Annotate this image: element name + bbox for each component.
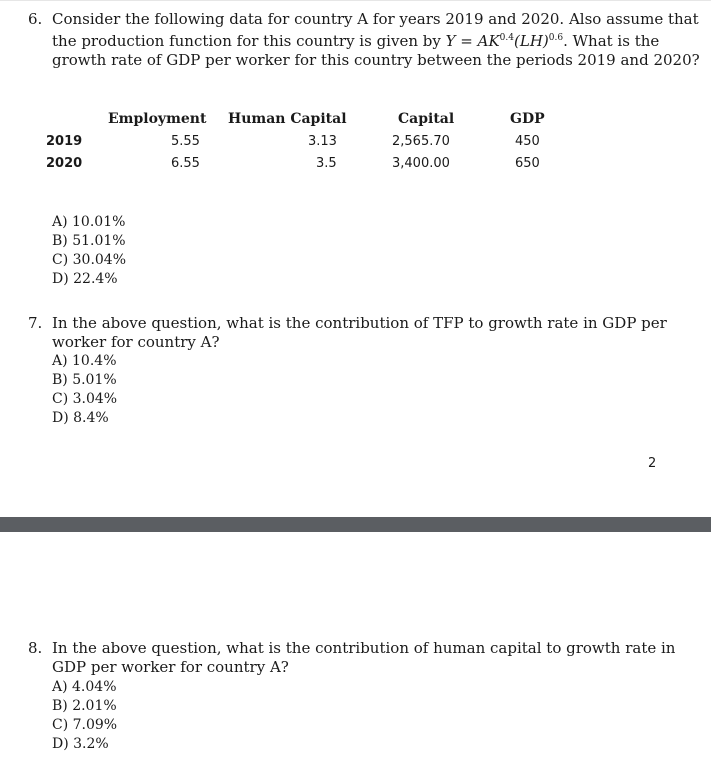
table-cell: 2,565.70 xyxy=(392,134,450,149)
answer-option: A) 10.4% xyxy=(52,353,117,369)
answer-option: D) 8.4% xyxy=(52,410,109,426)
formula-exponent-capital: 0.4 xyxy=(499,33,514,43)
question-8 xyxy=(28,639,688,679)
question-text xyxy=(52,314,667,352)
question-line-text: . What is the xyxy=(563,32,660,50)
answer-options-q8 xyxy=(52,678,117,754)
answer-option: B) 51.01% xyxy=(52,233,126,249)
table-cell: 3,400.00 xyxy=(392,156,450,171)
table-row-year: 2020 xyxy=(46,156,83,171)
table-header-human-capital: Human Capital xyxy=(228,111,347,127)
answer-option: C) 3.04% xyxy=(52,391,118,407)
table-cell: 5.55 xyxy=(171,134,200,149)
table-row-year: 2019 xyxy=(46,134,83,149)
page-separator xyxy=(0,517,711,532)
question-text xyxy=(52,639,675,677)
question-line: In the above question, what is the contribution of human capital to growth rate in xyxy=(52,639,676,657)
formula-equals: = xyxy=(455,32,478,50)
question-line-text: the production function for this country is given by xyxy=(52,32,446,50)
question-number: 7. xyxy=(28,314,43,332)
answer-options-q6 xyxy=(52,213,126,289)
question-line: growth rate of GDP per worker for this country between the periods 2019 and 2020? xyxy=(52,51,700,69)
formula-y: Y xyxy=(445,32,456,50)
page-number: 2 xyxy=(648,456,657,471)
answer-option: B) 5.01% xyxy=(52,372,117,388)
table-header-employment: Employment xyxy=(108,111,207,127)
formula-lh: (LH) xyxy=(514,32,549,50)
question-line: GDP per worker for country A? xyxy=(52,658,289,676)
question-number: 8. xyxy=(28,639,43,657)
answer-option: C) 7.09% xyxy=(52,717,118,733)
page-3 xyxy=(0,532,711,771)
formula-exponent-labor: 0.6 xyxy=(548,33,564,43)
question-line: In the above question, what is the contribution of TFP to growth rate in GDP per xyxy=(52,314,667,332)
question-number: 6. xyxy=(28,10,43,28)
answer-option: D) 3.2% xyxy=(52,736,109,752)
table-header-capital: Capital xyxy=(398,111,455,127)
data-table xyxy=(40,109,560,179)
answer-option: A) 4.04% xyxy=(52,679,117,695)
table-cell: 6.55 xyxy=(171,156,200,171)
table-cell: 3.13 xyxy=(308,134,337,149)
table-header-gdp: GDP xyxy=(510,111,545,127)
question-7 xyxy=(28,314,688,354)
table-cell: 650 xyxy=(515,156,540,171)
answer-options-q7 xyxy=(52,352,117,428)
answer-option: B) 2.01% xyxy=(52,698,117,714)
answer-option: A) 10.01% xyxy=(52,214,126,230)
question-line: Consider the following data for country A for years 2019 and 2020. Also assume that xyxy=(52,10,699,28)
question-6 xyxy=(28,10,700,70)
answer-option: C) 30.04% xyxy=(52,252,127,268)
table-cell: 3.5 xyxy=(316,156,337,171)
question-line: worker for country A? xyxy=(52,333,220,351)
table-cell: 450 xyxy=(515,134,540,149)
answer-option: D) 22.4% xyxy=(52,271,118,287)
question-line xyxy=(52,29,700,51)
question-text xyxy=(52,10,700,70)
formula-ak: AK xyxy=(477,32,500,50)
